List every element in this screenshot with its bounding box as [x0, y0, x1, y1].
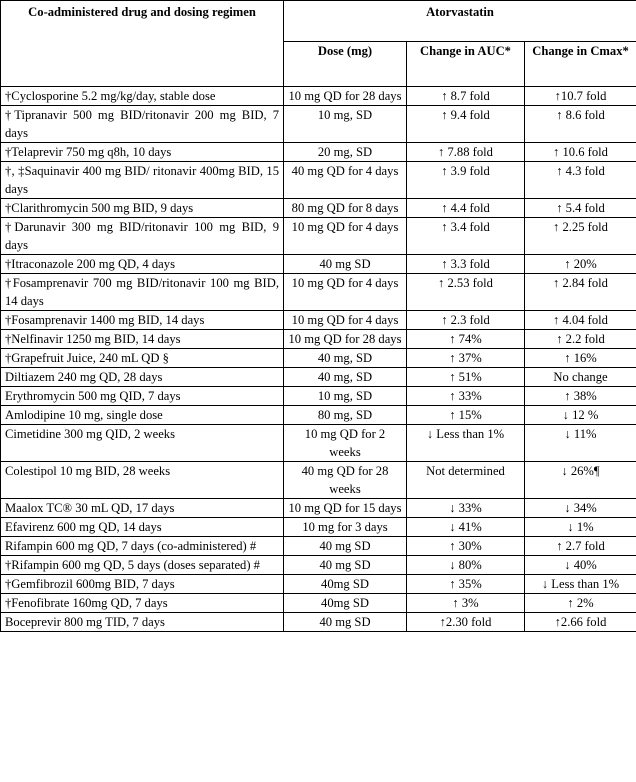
cmax-change-cell: ↑ 38% — [525, 387, 636, 406]
header-dose: Dose (mg) — [284, 42, 407, 87]
table-row — [1, 87, 636, 106]
cmax-change-cell: ↑ 8.6 fold — [525, 106, 636, 143]
cmax-change-cell: ↓ 34% — [525, 499, 636, 518]
dose-cell: 10 mg QD for 2 weeks — [284, 425, 407, 462]
cmax-change-cell: ↑ 5.4 fold — [525, 199, 636, 218]
cmax-change-cell: ↑ 2.7 fold — [525, 537, 636, 556]
drug-cell: Cimetidine 300 mg QID, 2 weeks — [1, 425, 284, 462]
dose-cell: 10 mg QD for 4 days — [284, 218, 407, 255]
cmax-change-cell: ↑ 4.3 fold — [525, 162, 636, 199]
header-change-cmax: Change in Cmax* — [525, 42, 636, 87]
dose-cell: 40 mg SD — [284, 613, 407, 632]
drug-cell: †Tipranavir 500 mg BID/ritonavir 200 mg BID, 7 days — [1, 106, 284, 143]
dose-cell: 80 mg, SD — [284, 406, 407, 425]
auc-change-cell: Not determined — [407, 462, 525, 499]
dose-cell: 20 mg, SD — [284, 143, 407, 162]
drug-cell: †Nelfinavir 1250 mg BID, 14 days — [1, 330, 284, 349]
table-row — [1, 387, 636, 406]
cmax-change-cell: ↓ Less than 1% — [525, 575, 636, 594]
dose-cell: 10 mg, SD — [284, 106, 407, 143]
auc-change-cell: ↑ 2.3 fold — [407, 311, 525, 330]
auc-change-cell: ↓ 80% — [407, 556, 525, 575]
dose-cell: 10 mg QD for 15 days — [284, 499, 407, 518]
drug-cell: Maalox TC® 30 mL QD, 17 days — [1, 499, 284, 518]
cmax-change-cell: ↓ 40% — [525, 556, 636, 575]
table-row — [1, 594, 636, 613]
dose-cell: 40 mg SD — [284, 556, 407, 575]
cmax-change-cell: ↓ 11% — [525, 425, 636, 462]
cmax-change-cell: ↑ 20% — [525, 255, 636, 274]
cmax-change-cell: ↑ 2.2 fold — [525, 330, 636, 349]
cmax-change-cell: ↓ 1% — [525, 518, 636, 537]
dose-cell: 40mg SD — [284, 594, 407, 613]
dose-cell: 10 mg QD for 28 days — [284, 330, 407, 349]
drug-cell: †Gemfibrozil 600mg BID, 7 days — [1, 575, 284, 594]
cmax-change-cell: ↓ 12 % — [525, 406, 636, 425]
table-row — [1, 162, 636, 199]
table-row — [1, 311, 636, 330]
auc-change-cell: ↑ 3.4 fold — [407, 218, 525, 255]
drug-cell: Amlodipine 10 mg, single dose — [1, 406, 284, 425]
cmax-change-cell: ↑ 2.84 fold — [525, 274, 636, 311]
dose-cell: 10 mg QD for 4 days — [284, 274, 407, 311]
cmax-change-cell: ↑10.7 fold — [525, 87, 636, 106]
dose-cell: 40 mg QD for 4 days — [284, 162, 407, 199]
auc-change-cell: ↑ 9.4 fold — [407, 106, 525, 143]
dose-cell: 10 mg QD for 28 days — [284, 87, 407, 106]
table-row — [1, 499, 636, 518]
auc-change-cell: ↑ 2.53 fold — [407, 274, 525, 311]
drug-cell: †Darunavir 300 mg BID/ritonavir 100 mg BID, 9 days — [1, 218, 284, 255]
table-row — [1, 556, 636, 575]
table-row — [1, 406, 636, 425]
drug-cell: †Cyclosporine 5.2 mg/kg/day, stable dose — [1, 87, 284, 106]
table-row — [1, 613, 636, 632]
cmax-change-cell: ↑2.66 fold — [525, 613, 636, 632]
dose-cell: 40 mg SD — [284, 255, 407, 274]
cmax-change-cell: No change — [525, 368, 636, 387]
cmax-change-cell: ↑ 16% — [525, 349, 636, 368]
dose-cell: 80 mg QD for 8 days — [284, 199, 407, 218]
dose-cell: 40 mg, SD — [284, 349, 407, 368]
cmax-change-cell: ↑ 4.04 fold — [525, 311, 636, 330]
auc-change-cell: ↑ 37% — [407, 349, 525, 368]
table-row — [1, 330, 636, 349]
drug-cell: †Rifampin 600 mg QD, 5 days (doses separated) # — [1, 556, 284, 575]
auc-change-cell: ↑ 33% — [407, 387, 525, 406]
drug-cell: Efavirenz 600 mg QD, 14 days — [1, 518, 284, 537]
dose-cell: 10 mg for 3 days — [284, 518, 407, 537]
dose-cell: 40mg SD — [284, 575, 407, 594]
dose-cell: 40 mg, SD — [284, 368, 407, 387]
dose-cell: 40 mg SD — [284, 537, 407, 556]
auc-change-cell: ↑ 3% — [407, 594, 525, 613]
table-row — [1, 218, 636, 255]
dose-cell: 10 mg QD for 4 days — [284, 311, 407, 330]
table-row — [1, 255, 636, 274]
drug-cell: †Clarithromycin 500 mg BID, 9 days — [1, 199, 284, 218]
header-drug-regimen: Co-administered drug and dosing regimen — [1, 1, 284, 87]
drug-cell: †Itraconazole 200 mg QD, 4 days — [1, 255, 284, 274]
drug-cell: Rifampin 600 mg QD, 7 days (co-administered) # — [1, 537, 284, 556]
table-row — [1, 106, 636, 143]
table-row — [1, 368, 636, 387]
cmax-change-cell: ↑ 10.6 fold — [525, 143, 636, 162]
auc-change-cell: ↑ 7.88 fold — [407, 143, 525, 162]
drug-cell: Boceprevir 800 mg TID, 7 days — [1, 613, 284, 632]
drug-cell: †Telaprevir 750 mg q8h, 10 days — [1, 143, 284, 162]
auc-change-cell: ↑ 8.7 fold — [407, 87, 525, 106]
auc-change-cell: ↑ 4.4 fold — [407, 199, 525, 218]
header-change-auc: Change in AUC* — [407, 42, 525, 87]
drug-cell: Colestipol 10 mg BID, 28 weeks — [1, 462, 284, 499]
drug-cell: Diltiazem 240 mg QD, 28 days — [1, 368, 284, 387]
dose-cell: 10 mg, SD — [284, 387, 407, 406]
drug-cell: †Grapefruit Juice, 240 mL QD § — [1, 349, 284, 368]
table-row — [1, 425, 636, 462]
auc-change-cell: ↓ 33% — [407, 499, 525, 518]
table-row — [1, 537, 636, 556]
auc-change-cell: ↑ 74% — [407, 330, 525, 349]
table-row — [1, 462, 636, 499]
auc-change-cell: ↑2.30 fold — [407, 613, 525, 632]
table-row — [1, 575, 636, 594]
auc-change-cell: ↓ 41% — [407, 518, 525, 537]
drug-cell: †Fosamprenavir 700 mg BID/ritonavir 100 mg BID, 14 days — [1, 274, 284, 311]
cmax-change-cell: ↑ 2.25 fold — [525, 218, 636, 255]
cmax-change-cell: ↓ 26%¶ — [525, 462, 636, 499]
auc-change-cell: ↑ 51% — [407, 368, 525, 387]
header-atorvastatin: Atorvastatin — [284, 1, 636, 42]
auc-change-cell: ↑ 30% — [407, 537, 525, 556]
cmax-change-cell: ↑ 2% — [525, 594, 636, 613]
table-row — [1, 274, 636, 311]
auc-change-cell: ↑ 3.9 fold — [407, 162, 525, 199]
auc-change-cell: ↑ 3.3 fold — [407, 255, 525, 274]
auc-change-cell: ↓ Less than 1% — [407, 425, 525, 462]
table-row — [1, 143, 636, 162]
auc-change-cell: ↑ 15% — [407, 406, 525, 425]
drug-cell: †Fenofibrate 160mg QD, 7 days — [1, 594, 284, 613]
drug-cell: †Fosamprenavir 1400 mg BID, 14 days — [1, 311, 284, 330]
dose-cell: 40 mg QD for 28 weeks — [284, 462, 407, 499]
table-row — [1, 199, 636, 218]
drug-cell: †, ‡Saquinavir 400 mg BID/ ritonavir 400mg BID, 15 days — [1, 162, 284, 199]
table-row — [1, 518, 636, 537]
drug-cell: Erythromycin 500 mg QID, 7 days — [1, 387, 284, 406]
table-row — [1, 349, 636, 368]
table-body — [1, 87, 636, 632]
auc-change-cell: ↑ 35% — [407, 575, 525, 594]
